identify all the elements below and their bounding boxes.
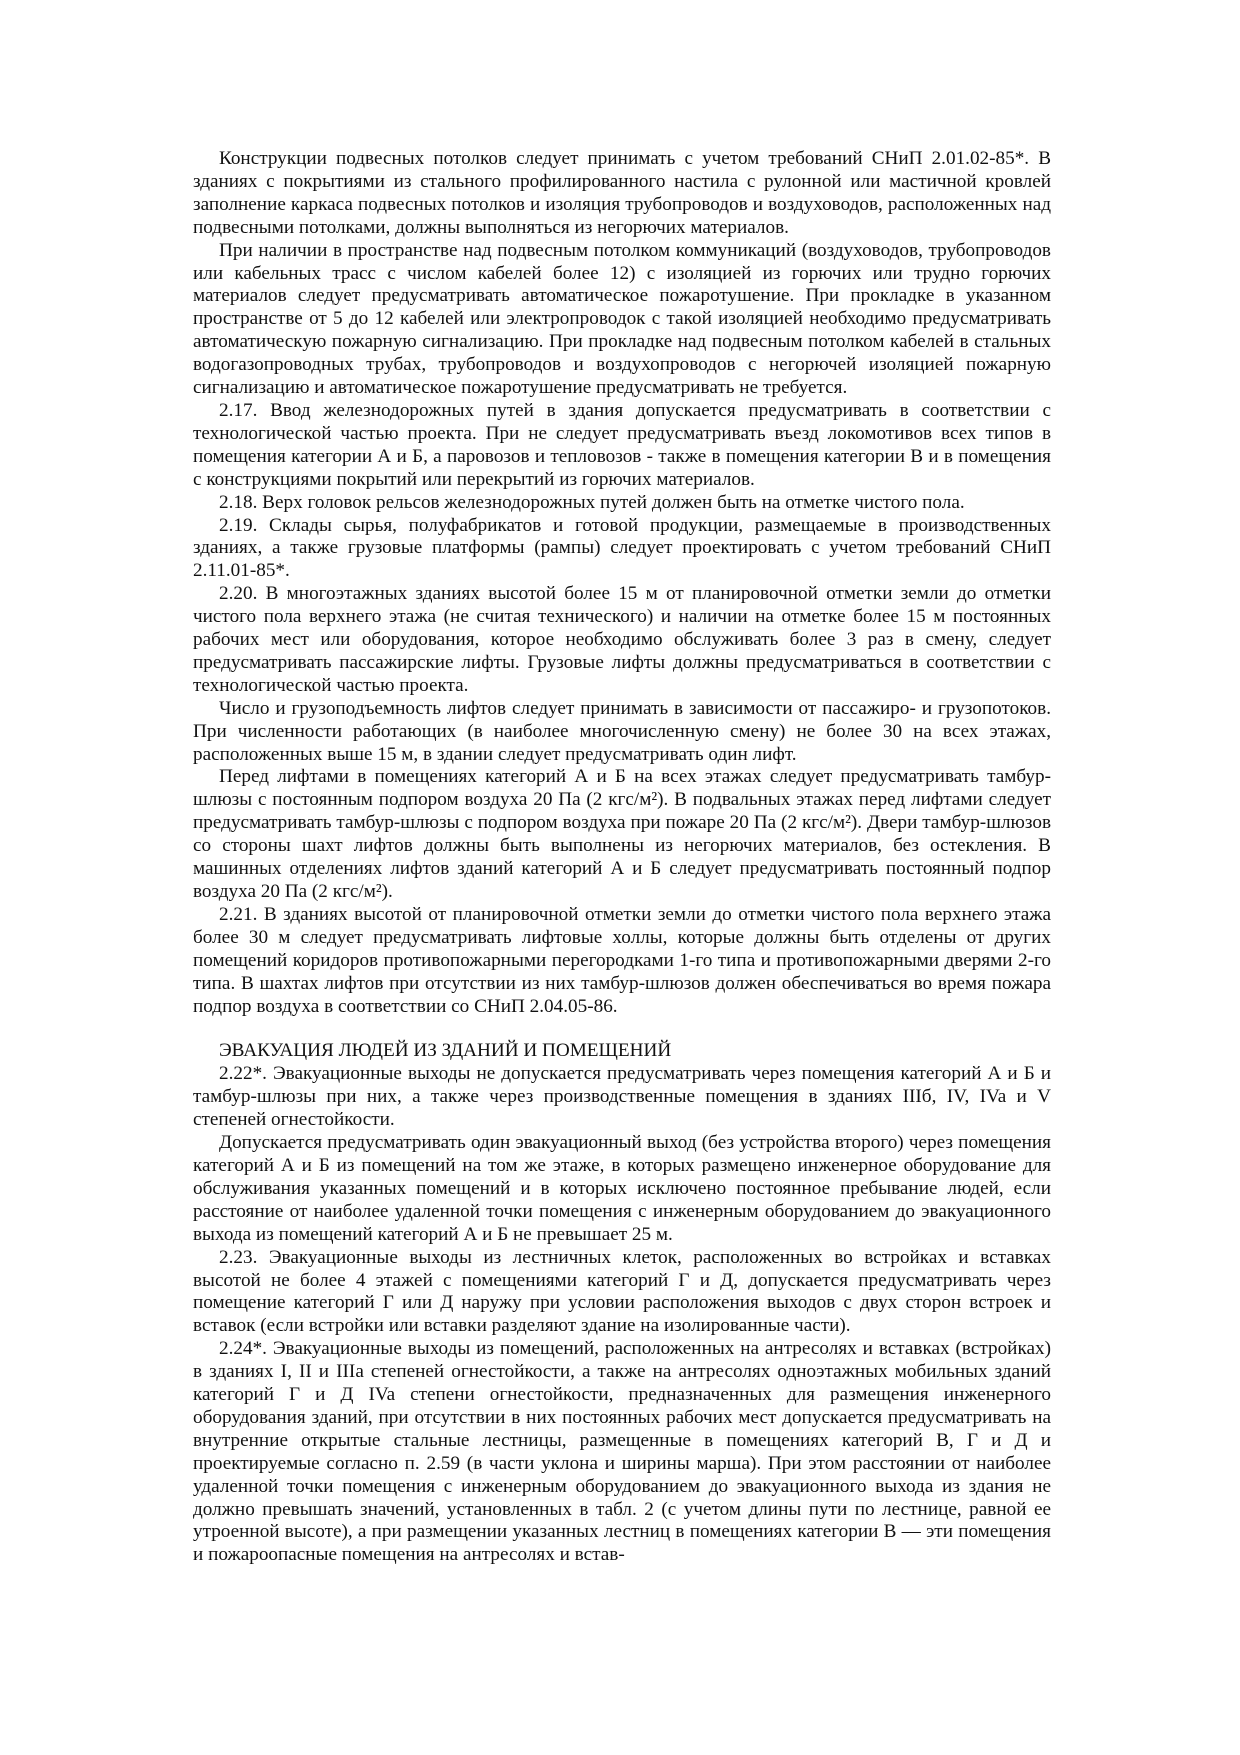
- paragraph-2-18: 2.18. Верх головок рельсов железнодорожных путей должен быть на отметке чистого пола.: [219, 491, 965, 513]
- paragraph-suspended-ceilings: Конструкции подвесных потолков следует принимать с учетом требований СНиП 2.01.02-85*. В зданиях с покрытиями из стального профилированного настила с рулонной или мастичной кровлей заполнение каркаса подвесных потолков и изоляция трубопроводов и воздуховодов, расположенных над подвесными потолками, должны выполняться из негорючих материалов.: [193, 148, 1051, 238]
- paragraph-2-23: 2.23. Эвакуационные выходы из лестничных клеток, расположенных во встройках и вставках высотой не более 4 этажей с помещениями категорий Г и Д, допускается предусматривать через помещение категорий Г или Д наружу при условии расположения выходов с двух сторон встроек и вставок (если встройки или вставки разделяют здание на изолированные части).: [193, 1246, 1051, 1337]
- section-heading: ЭВАКУАЦИЯ ЛЮДЕЙ ИЗ ЗДАНИЙ И ПОМЕЩЕНИЙ: [219, 1040, 672, 1062]
- document-page: [193, 148, 1051, 1567]
- paragraph-2-17: 2.17. Ввод железнодорожных путей в здания допускается предусматривать в соответствии с технологической частью проекта. При не следует предусматривать въезд локомотивов всех типов в помещения категории А и Б, а паровозов и тепловозов - также в помещения категории В и в помещения с конструкциями покрытий или перекрытий из горючих материалов.: [193, 399, 1051, 490]
- paragraph-2-19: 2.19. Склады сырья, полуфабрикатов и готовой продукции, размещаемые в производственных зданиях, а также грузовые платформы (рампы) следует проектировать с учетом требований СНиП 2.11.01-85*.: [193, 514, 1051, 582]
- paragraph-2-20: 2.20. В многоэтажных зданиях высотой более 15 м от планировочной отметки земли до отметки чистого пола верхнего этажа (не считая технического) и наличии на отметке более 15 м постоянных рабочих мест или оборудования, которое необходимо обслуживать более 3 раз в смену, следует предусматривать пассажирские лифты. Грузовые лифты должны предусматриваться в соответствии с технологической частью проекта.: [193, 583, 1051, 696]
- paragraph-2-21: 2.21. В зданиях высотой от планировочной отметки земли до отметки чистого пола верхнего этажа более 30 м следует предусматривать лифтовые холлы, которые должны быть отделены от других помещений коридоров противопожарными перегородками 1-го типа и противопожарными дверями 2-го типа. В шахтах лифтов при отсутствии из них тамбур-шлюзов должен обеспечиваться во время пожара подпор воздуха в соответствии со СНиП 2.04.05-86.: [193, 903, 1051, 1017]
- paragraph-lift-count: Число и грузоподъемность лифтов следует принимать в зависимости от пассажиро- и грузопотоков. При численности работающих (в наиболее многочисленную смену) не более 30 на всех этажах, расположенных выше 15 м, в здании следует предусматривать один лифт.: [193, 697, 1051, 765]
- paragraph-2-22: 2.22*. Эвакуационные выходы не допускается предусматривать через помещения категорий А и Б и тамбур-шлюзы при них, а также через производственные помещения в зданиях IIIб, IV, IVa и V степеней огнестойкости.: [193, 1063, 1051, 1131]
- paragraph-lift-airlocks: Перед лифтами в помещениях категорий А и Б на всех этажах следует предусматривать тамбур-шлюзы с постоянным подпором воздуха 20 Па (2 кгс/м²). В подвальных этажах перед лифтами следует предусматривать тамбур-шлюзы с подпором воздуха при пожаре 20 Па (2 кгс/м²). Двери тамбур-шлюзов со стороны шахт лифтов должны быть выполнены из негорючих материалов, без остекления. В машинных отделениях лифтов зданий категорий А и Б следует предусматривать постоянный подпор воздуха 20 Па (2 кгс/м²).: [193, 766, 1051, 902]
- paragraph-2-24: 2.24*. Эвакуационные выходы из помещений, расположенных на антресолях и вставках (встройках) в зданиях I, II и IIIa степеней огнестойкости, а также на антресолях одноэтажных мобильных зданий категорий Г и Д IVa степени огнестойкости, предназначенных для размещения инженерного оборудования зданий, при отсутствии в них постоянных рабочих мест допускается предусматривать на внутренние открытые стальные лестницы, размещенные в помещениях категорий В, Г и Д и проектируемые согласно п. 2.59 (в части уклона и ширины марша). При этом расстоянии от наиболее удаленной точки помещения с инженерным оборудованием до эвакуационного выхода из здания не должно превышать значений, установленных в табл. 2 (с учетом длины пути по лестнице, равной ее утроенной высоте), а при размещении указанных лестниц в помещениях категории В — эти помещения и пожароопасные помещения на антресолях и встав-: [193, 1338, 1051, 1566]
- paragraph-single-exit: Допускается предусматривать один эвакуационный выход (без устройства второго) через помещения категорий А и Б из помещений на том же этаже, в которых размещено инженерное оборудование для обслуживания указанных помещений и в которых исключено постоянное пребывание людей, если расстояние от наиболее удаленной точки помещения с инженерным оборудованием до эвакуационного выхода из помещений категорий А и Б не превышает 25 м.: [193, 1132, 1051, 1245]
- paragraph-ceiling-communications: При наличии в пространстве над подвесным потолком коммуникаций (воздуховодов, трубопроводов или кабельных трасс с числом кабелей более 12) с изоляцией из горючих или трудно горючих материалов следует предусматривать автоматическое пожаротушение. При прокладке в указанном пространстве от 5 до 12 кабелей или электропроводок с такой изоляцией необходимо предусматривать автоматическую пожарную сигнализацию. При прокладке над подвесным потолком кабелей в стальных водогазопроводных трубах, трубопроводов и воздухопроводов с негорючей изоляцией пожарную сигнализацию и автоматическое пожаротушение предусматривать не требуется.: [193, 239, 1051, 399]
